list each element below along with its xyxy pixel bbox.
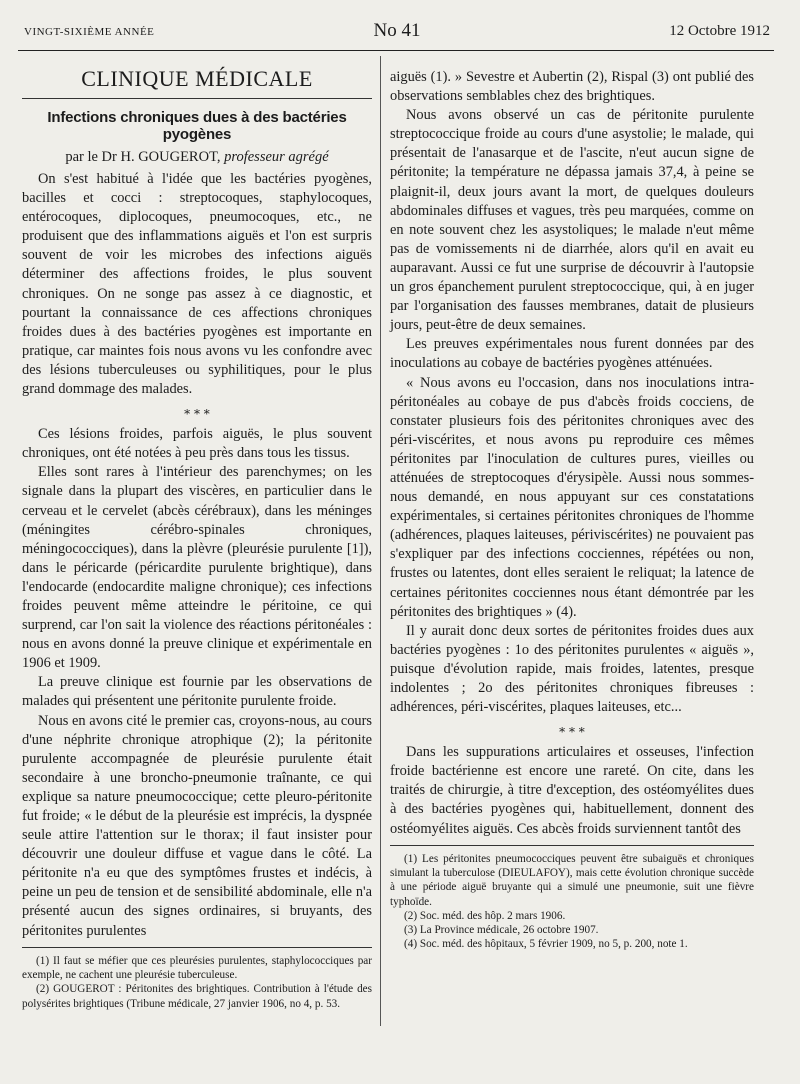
byline-role: professeur agrégé (224, 149, 329, 165)
footnote: (4) Soc. méd. des hôpitaux, 5 février 1909, no 5, p. 200, note 1. (404, 938, 688, 951)
issue-date: 12 Octobre 1912 (669, 23, 770, 39)
byline (22, 149, 372, 166)
paragraph: Elles sont rares à l'intérieur des parenchymes; on les signale dans la plupart des viscères, en particulier dans le cerveau et le cervelet (abcès cérébraux), dans les méninges (méningites cérébro-spinales chroniques, méningococciques), dans la plèvre (pleurésie purulente [1]), dans le péricarde (péricardite purulente brightique), dans l'endocarde (endocardite maligne chronique); ces infections froides peuvent même atteindre le péritoine, ce qui surprend, car l'on sait la violence des réactions péritonéales : nous en avons donné la preuve clinique et expérimentale en 1906 et 1909. (22, 464, 372, 672)
article-title: Infections chroniques dues à des bactéries pyogènes (47, 109, 347, 143)
footnote-rule (22, 947, 372, 948)
header-rule (18, 50, 774, 51)
column-divider (380, 56, 381, 1026)
paragraph: Il y aurait donc deux sortes de péritonites froides dues aux bactéries pyogènes : 1o des péritonites purulentes « aiguës », puisque d'évolution rapide, mais froides, latentes, presque indolentes ; 2o des péritonites chroniques fibreuses : adhérences, péri-viscérites, plaques laiteuses, etc... (390, 622, 754, 716)
footnote: (1) Il faut se méfier que ces pleurésies purulentes, staphylococciques par exemple, ne cachent une pleurésie tuberculeuse. (22, 954, 372, 981)
volume-label: VINGT-SIXIÈME ANNÉE (24, 26, 155, 38)
paragraph: La preuve clinique est fournie par les observations de malades qui présentent une péritonite purulente froide. (22, 674, 372, 710)
page-header (24, 20, 770, 46)
paragraph: On s'est habitué à l'idée que les bactéries pyogènes, bacilles et cocci : streptocoques, staphylocoques, entérocoques, diplocoques, pneumocoques, etc., ne produisent que des inflammations aiguës et l'on est surpris souvent de voir les microbes des infections aiguës déterminer des affections froides, le plus souvent chroniques. On ne songe pas assez à ce diagnostic, et pourtant la connaissance de ces affections chroniques froides dues à des bactéries pyogènes est importante en pratique, car maintes fois nous avons vu les confondre avec des lésions tuberculeuses ou syphilitiques, pour le plus grand dommage des malades. (22, 171, 372, 398)
section-separator: * * * (559, 725, 585, 740)
right-column (390, 68, 754, 952)
paragraph: Nous en avons cité le premier cas, croyons-nous, au cours d'une néphrite chronique atrophique (2); la péritonite purulente accompagnée de pleurésie purulente était secondaire à une broncho-pneumonie traînante, ce qui explique sa nature pneumococcique; cette pleuro-péritonite fut froide; « le début de la pleurésie est imprécis, la dyspnée seule attire l'attention sur le thorax; il faut insister pour découvrir une douleur diffuse et vague dans le côté. La péritonite n'a eu que des symptômes frustes et indécis, à peine un peu de tension et de sensibilité abdominale, elle n'a présenté aucun des signes ordinaires, si bruyants, des péritonites purulentes (22, 712, 372, 939)
byline-author: par le Dr H. GOUGEROT, (65, 149, 225, 165)
footnote: (2) GOUGEROT : Péritonites des brightiques. Contribution à l'étude des polysérites brightiques (Tribune médicale, 27 janvier 1906, no 4, p. 53. (22, 983, 372, 1010)
paragraph: aiguës (1). » Sevestre et Aubertin (2), Rispal (3) ont publié des observations semblables chez des brightiques. (390, 69, 754, 105)
paragraph: Les preuves expérimentales nous furent données par des inoculations au cobaye de bactéries pyogènes atténuées. (390, 336, 754, 372)
footnote: (2) Soc. méd. des hôp. 2 mars 1906. (404, 909, 566, 922)
paragraph: « Nous avons eu l'occasion, dans nos inoculations intra-péritonéales au cobaye de pus d'abcès froids cocciens, de constater plusieurs fois des péritonites chroniques avec des péri-viscérites, et nous avons pu reproduire ces mêmes péritonites par l'inoculation de cultures pures, vieilles ou atténuées de streptocoques d'érysipèle. Aussi nous sommes-nous demandé, en nous appuyant sur ces constatations expérimentales, si certaines péritonites chroniques de l'homme (adhérences, plaques laiteuses, périviscérites) ne pouvaient pas s'expliquer par des infections cocciennes, répétées ou non, frustes ou latentes, dont elles seraient le reliquat; la latence de certaines péritonites cocciennes nous étant démontrée par les péritonites des brightiques » (4). (390, 374, 754, 620)
issue-number: No 41 (373, 20, 421, 41)
paragraph: Ces lésions froides, parfois aiguës, le plus souvent chroniques, ont été notées à peu près dans tous les tissus. (22, 426, 372, 462)
left-column (22, 62, 372, 1011)
footnote: (1) Les péritonites pneumococciques peuvent être subaiguës et chroniques simulant la tuberculose (DIEULAFOY), mais cette évolution chronique succède à une période aiguë bruyante qui a simulé une pneumonie, suit une fièvre typhoïde. (390, 852, 754, 908)
section-title: CLINIQUE MÉDICALE (22, 66, 372, 99)
section-separator: * * * (184, 407, 210, 422)
paragraph: Nous avons observé un cas de péritonite purulente streptococcique froide au cours d'une asystolie; le malade, qui présentait de l'anasarque et de l'ascite, n'eut aucun signe de péritonite; la température ne dépassa jamais 37,4, à peine se plaignit-il, deux jours avant la mort, de quelques douleurs abdominales diffuses et vagues, très peu marquées, comme on en note souvent chez les asystoliques; le malade n'eut même pas de vomissements ni de diarrhée, alors qu'il en avait eu auparavant. Aussi ce fut une surprise de découvrir à l'autopsie un gros épanchement purulent streptococcique, qui, à en juger par l'organisation des fausses membranes, datait de plusieurs jours, peut-être de deux semaines. (390, 107, 754, 334)
footnote: (3) La Province médicale, 26 octobre 1907. (404, 924, 599, 937)
footnote-rule (390, 845, 754, 846)
paragraph: Dans les suppurations articulaires et osseuses, l'infection froide bactérienne est encore une rareté. On cite, dans les traités de chirurgie, à titre d'exception, des ostéomyélites dues à des bactéries pyogènes qui, habituellement, donnent des ostéomyélites aiguës. Ces abcès froids surviennent tantôt des (390, 744, 754, 837)
